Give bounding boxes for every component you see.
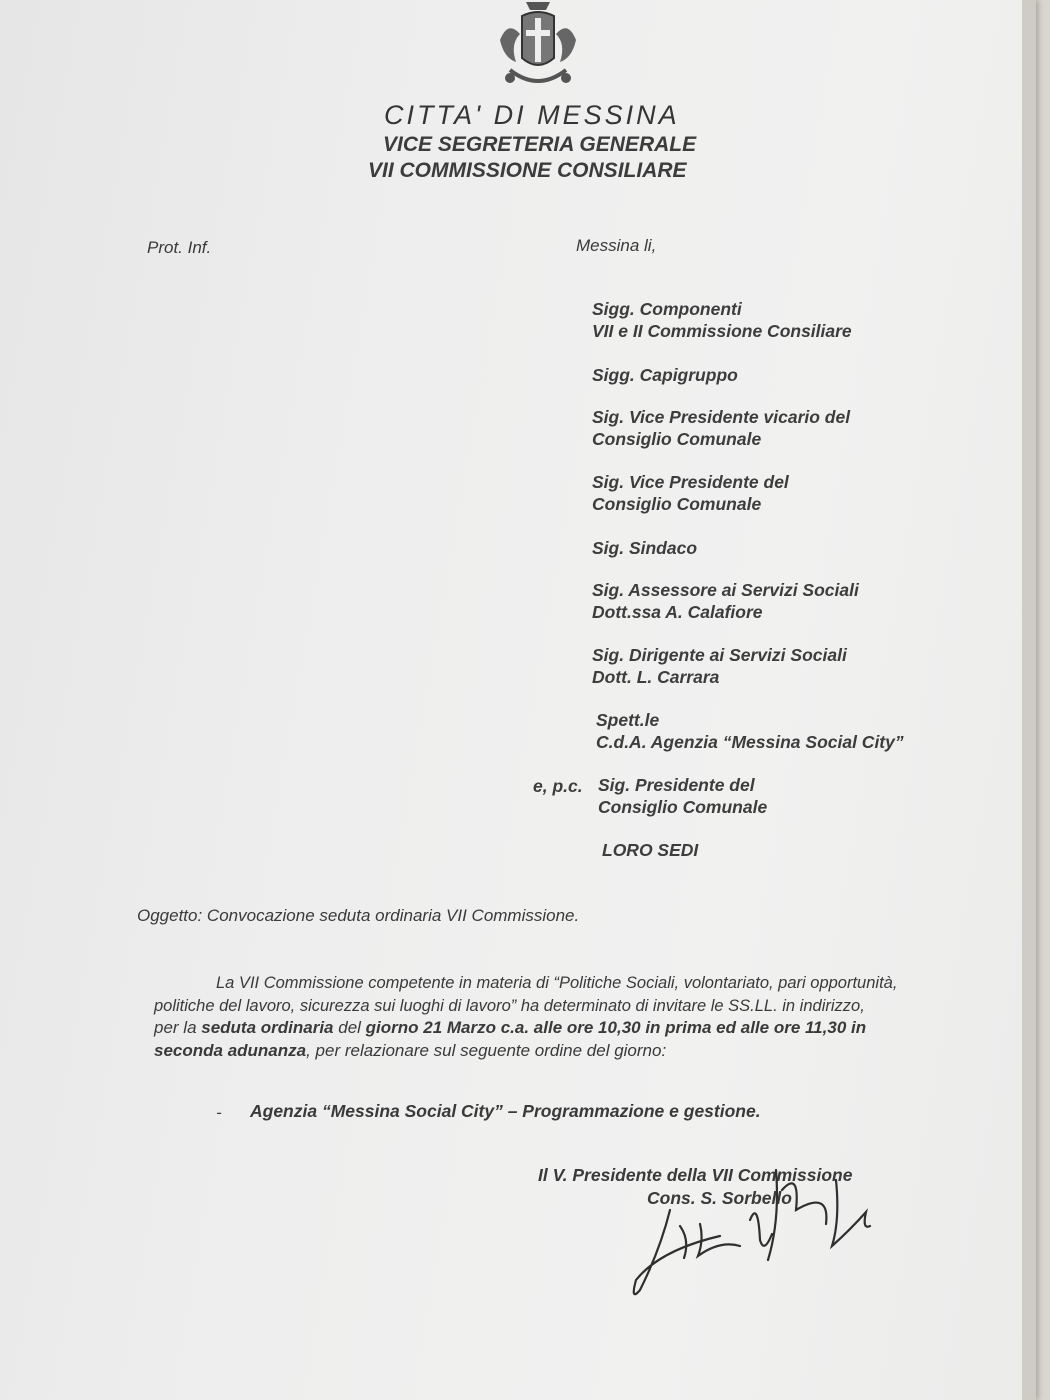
recipient: Sig. Vice Presidente vicario del Consiglio Comunale bbox=[592, 407, 851, 449]
recipient: Sig. Sindaco bbox=[592, 538, 698, 558]
recipient: Sig. Dirigente ai Servizi Sociali Dott. L. Carrara bbox=[592, 645, 847, 687]
recipient: Sigg. Capigruppo bbox=[592, 365, 738, 385]
cc-label: e, p.c. bbox=[533, 776, 583, 796]
protocol-label: Prot. Inf. bbox=[147, 238, 212, 257]
cc-recipient: Sig. Presidente del Consiglio Comunale bbox=[598, 775, 768, 817]
city-name: CITTA' DI MESSINA bbox=[384, 100, 680, 130]
body-line-2: politiche del lavoro, sicurezza sui luoghi di lavoro” ha determinato di invitare le SS.LL. in indirizzo, bbox=[154, 997, 865, 1015]
agenda-item: Agenzia “Messina Social City” – Programmazione e gestione. bbox=[250, 1101, 761, 1121]
body-line-3: per la seduta ordinaria del giorno 21 Marzo c.a. alle ore 10,30 in prima ed alle ore 11,30 in bbox=[154, 1018, 867, 1037]
recipient: Spett.le C.d.A. Agenzia “Messina Social City” bbox=[596, 710, 904, 752]
body-line-1: La VII Commissione competente in materia di “Politiche Sociali, volontariato, pari opportunità, bbox=[216, 974, 898, 992]
city-crest-icon bbox=[496, 0, 580, 96]
department-title: VICE SEGRETERIA GENERALE bbox=[383, 133, 697, 156]
page-edge bbox=[1022, 0, 1036, 1400]
recipient: Sig. Assessore ai Servizi Sociali Dott.ssa A. Calafiore bbox=[592, 580, 859, 622]
signer-title: Il V. Presidente della VII Commissione bbox=[538, 1165, 853, 1185]
recipient: Sig. Vice Presidente del Consiglio Comunale bbox=[592, 472, 789, 514]
commission-title: VII COMMISSIONE CONSILIARE bbox=[368, 159, 687, 182]
signer-name: Cons. S. Sorbello bbox=[647, 1188, 792, 1208]
subject-line: Oggetto: Convocazione seduta ordinaria VII Commissione. bbox=[137, 906, 580, 925]
loro-sedi: LORO SEDI bbox=[602, 840, 699, 860]
recipient: Sigg. Componenti VII e II Commissione Consiliare bbox=[592, 299, 852, 341]
date-line: Messina li, bbox=[576, 236, 657, 255]
agenda-bullet: - bbox=[216, 1103, 222, 1122]
handwritten-signature bbox=[600, 1130, 900, 1310]
body-line-4: seconda adunanza, per relazionare sul seguente ordine del giorno: bbox=[154, 1041, 667, 1060]
